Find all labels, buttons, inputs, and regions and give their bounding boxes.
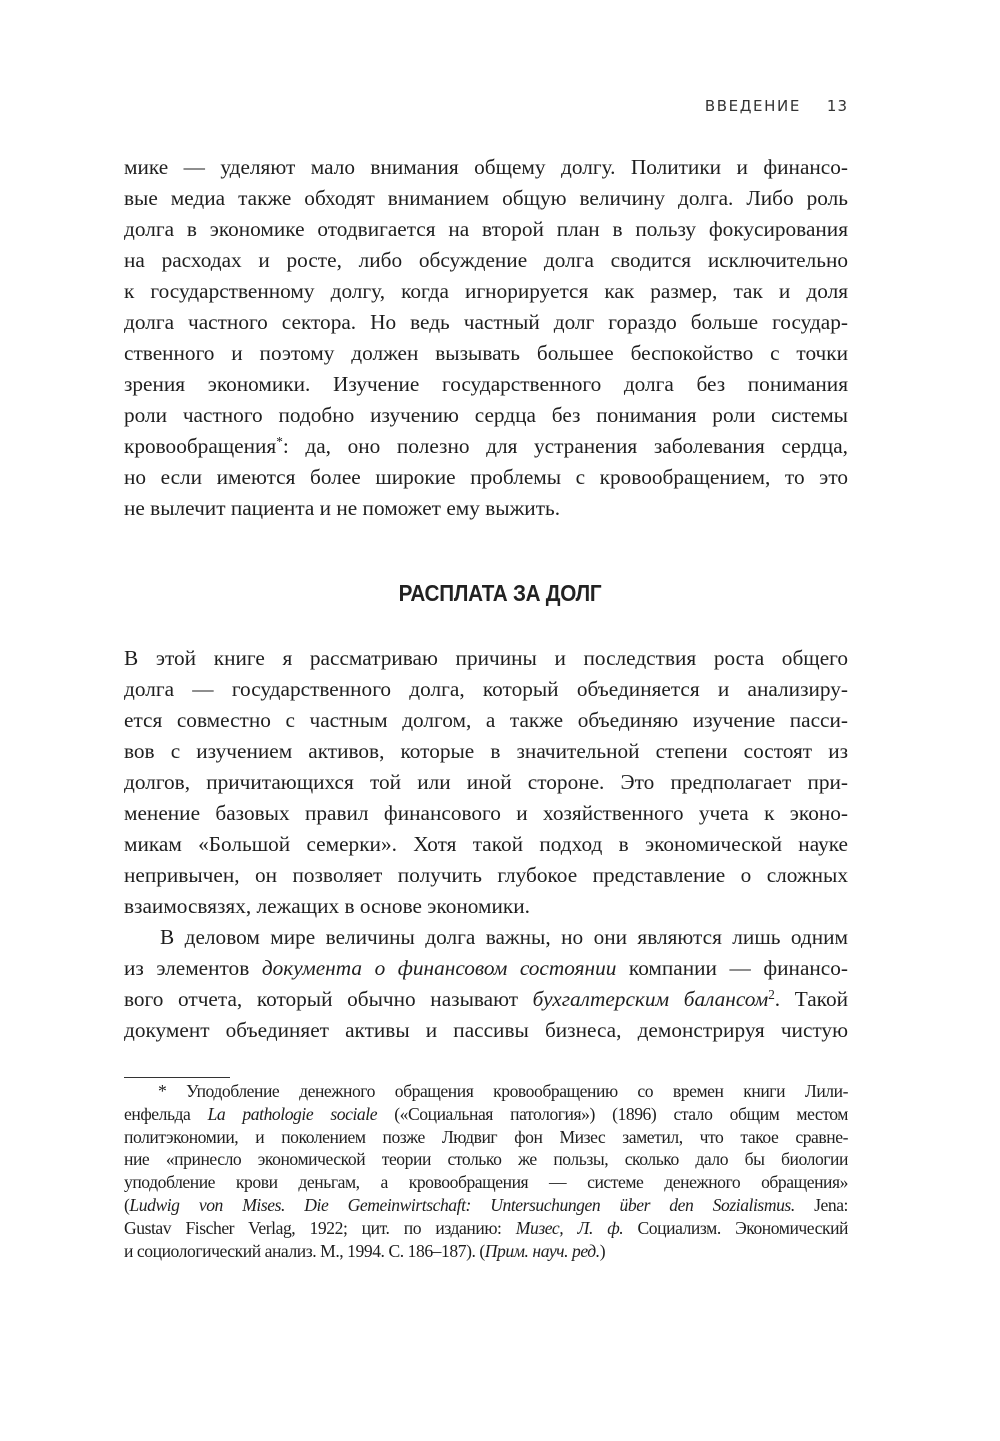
text-segment: и социологический анализ. М., 1994. С. 186–187). ( <box>124 1240 485 1261</box>
text-segment: вого отчета, который обычно называют <box>124 987 533 1011</box>
text-segment: долга в экономике отодвигается на второй план в пользу фокусирования <box>124 217 848 241</box>
text-segment: зрения экономики. Изучение государственного долга без понимания <box>124 372 848 396</box>
running-head-section: ВВЕДЕНИЕ <box>704 97 801 115</box>
text-segment: В этой книге я рассматриваю причины и последствия роста общего <box>124 646 848 670</box>
italic-text: документа о финансовом состоянии <box>261 956 617 980</box>
text-line <box>124 369 848 400</box>
text-segment: вов с изучением активов, которые в значительной степени состоят из <box>124 739 848 763</box>
italic-text: Ludwig von Mises. Die Gemeinwirtschaft: Untersuchungen über den Sozialismus. <box>129 1194 795 1215</box>
text-segment: ние «принесло экономической теории столько же пользы, сколько дало бы биологии <box>124 1149 848 1170</box>
text-segment: политэкономии, и поколением позже Людвиг фон Мизес заметил, что такое сравне- <box>124 1126 848 1147</box>
text-segment: ( <box>124 1194 130 1215</box>
text-segment: ственного и поэтому должен вызывать большее беспокойство с точки <box>124 341 848 365</box>
text-line <box>124 1080 848 1103</box>
text-segment: долгов, причитающихся той или иной стороне. Это предполагает при- <box>124 770 848 794</box>
text-line <box>124 643 848 674</box>
text-segment: уподобление крови деньгам, а кровообращения — системе денежного обращения» <box>124 1172 848 1193</box>
text-line <box>124 245 848 276</box>
text-line <box>124 183 848 214</box>
text-segment: микам «Большой семерки». Хотя такой подход в экономической науке <box>124 832 848 856</box>
italic-text: La pathologie sociale <box>207 1103 378 1124</box>
footnote-marker: * <box>276 433 283 449</box>
text-segment: В деловом мире величины долга важны, но они являются лишь одним <box>160 925 848 949</box>
text-line <box>124 953 848 984</box>
text-segment: не вылечит пациента и не поможет ему выжить. <box>124 496 561 520</box>
text-line <box>124 674 848 705</box>
text-segment: взаимосвязях, лежащих в основе экономики. <box>124 894 530 918</box>
text-line <box>124 891 848 922</box>
text-line <box>124 829 848 860</box>
text-line <box>124 1217 848 1240</box>
text-segment: долга — государственного долга, который объединяется и анализиру- <box>124 677 848 701</box>
text-segment: кровообращения <box>124 434 277 458</box>
text-segment: ) <box>599 1240 606 1261</box>
page-number: 13 <box>826 97 848 115</box>
footnote <box>124 1080 848 1262</box>
text-line <box>124 1148 848 1171</box>
text-line <box>124 431 848 462</box>
running-head <box>705 97 848 115</box>
section-heading: РАСПЛАТА ЗА ДОЛГ <box>398 580 602 606</box>
italic-text: бухгалтерским балансом <box>532 987 769 1011</box>
text-segment: : да, оно полезно для устранения заболевания сердца, <box>282 434 848 458</box>
text-segment: роли частного подобно изучению сердца без понимания роли системы <box>124 403 848 427</box>
text-segment: но если имеются более широкие проблемы с кровообращением, то это <box>124 465 848 489</box>
text-line <box>124 276 848 307</box>
footnote-marker: 2 <box>768 986 775 1002</box>
text-segment: из элементов <box>124 956 262 980</box>
text-segment: компании — финансо- <box>616 956 848 980</box>
text-segment: к государственному долгу, когда игнорируется как размер, так и доля <box>124 279 848 303</box>
text-line <box>124 1126 848 1149</box>
text-segment: менение базовых правил финансового и хозяйственного учета к эконо- <box>124 801 848 825</box>
text-segment: ется совместно с частным долгом, а также объединяю изучение пасси- <box>124 708 848 732</box>
text-line <box>124 1240 848 1263</box>
text-segment: . Такой <box>774 987 848 1011</box>
text-line <box>124 493 848 524</box>
text-line <box>124 767 848 798</box>
text-line <box>124 798 848 829</box>
text-line <box>124 400 848 431</box>
text-line <box>124 705 848 736</box>
footnote-separator <box>124 1077 230 1078</box>
paragraph-1 <box>124 152 848 524</box>
text-segment: вые медиа также обходят вниманием общую величину долга. Либо роль <box>124 186 848 210</box>
paragraph-2 <box>124 643 848 1046</box>
text-segment: непривычен, он позволяет получить глубокое представление о сложных <box>124 863 848 887</box>
text-line <box>124 214 848 245</box>
text-segment: на расходах и росте, либо обсуждение долга сводится исключительно <box>124 248 848 272</box>
text-segment: енфельда <box>124 1103 208 1124</box>
text-line <box>124 307 848 338</box>
text-segment: («Социальная патология») (1896) стало общим местом <box>377 1103 848 1124</box>
italic-text: Мизес, Л. ф. <box>515 1217 624 1238</box>
text-line <box>124 1103 848 1126</box>
text-segment: Jena: <box>794 1194 848 1215</box>
text-segment: мике — уделяют мало внимания общему долгу. Политики и финансо- <box>124 155 848 179</box>
text-segment: * Уподобление денежного обращения кровообращению со времен книги Лили- <box>158 1081 848 1101</box>
italic-text: Прим. науч. ред. <box>484 1240 600 1261</box>
text-line <box>124 338 848 369</box>
text-segment: Социализм. Экономический <box>623 1217 848 1238</box>
text-line <box>124 152 848 183</box>
text-line <box>124 1171 848 1194</box>
text-line <box>124 922 848 953</box>
text-line <box>124 1015 848 1046</box>
text-line <box>124 984 848 1015</box>
text-segment: документ объединяет активы и пассивы бизнеса, демонстрируя чистую <box>124 1018 848 1042</box>
text-line <box>124 736 848 767</box>
text-segment: Gustav Fischer Verlag, 1922; цит. по изданию: <box>124 1217 516 1238</box>
text-line <box>124 1194 848 1217</box>
text-line <box>124 860 848 891</box>
text-line <box>124 462 848 493</box>
text-segment: долга частного сектора. Но ведь частный долг гораздо больше государ- <box>124 310 848 334</box>
